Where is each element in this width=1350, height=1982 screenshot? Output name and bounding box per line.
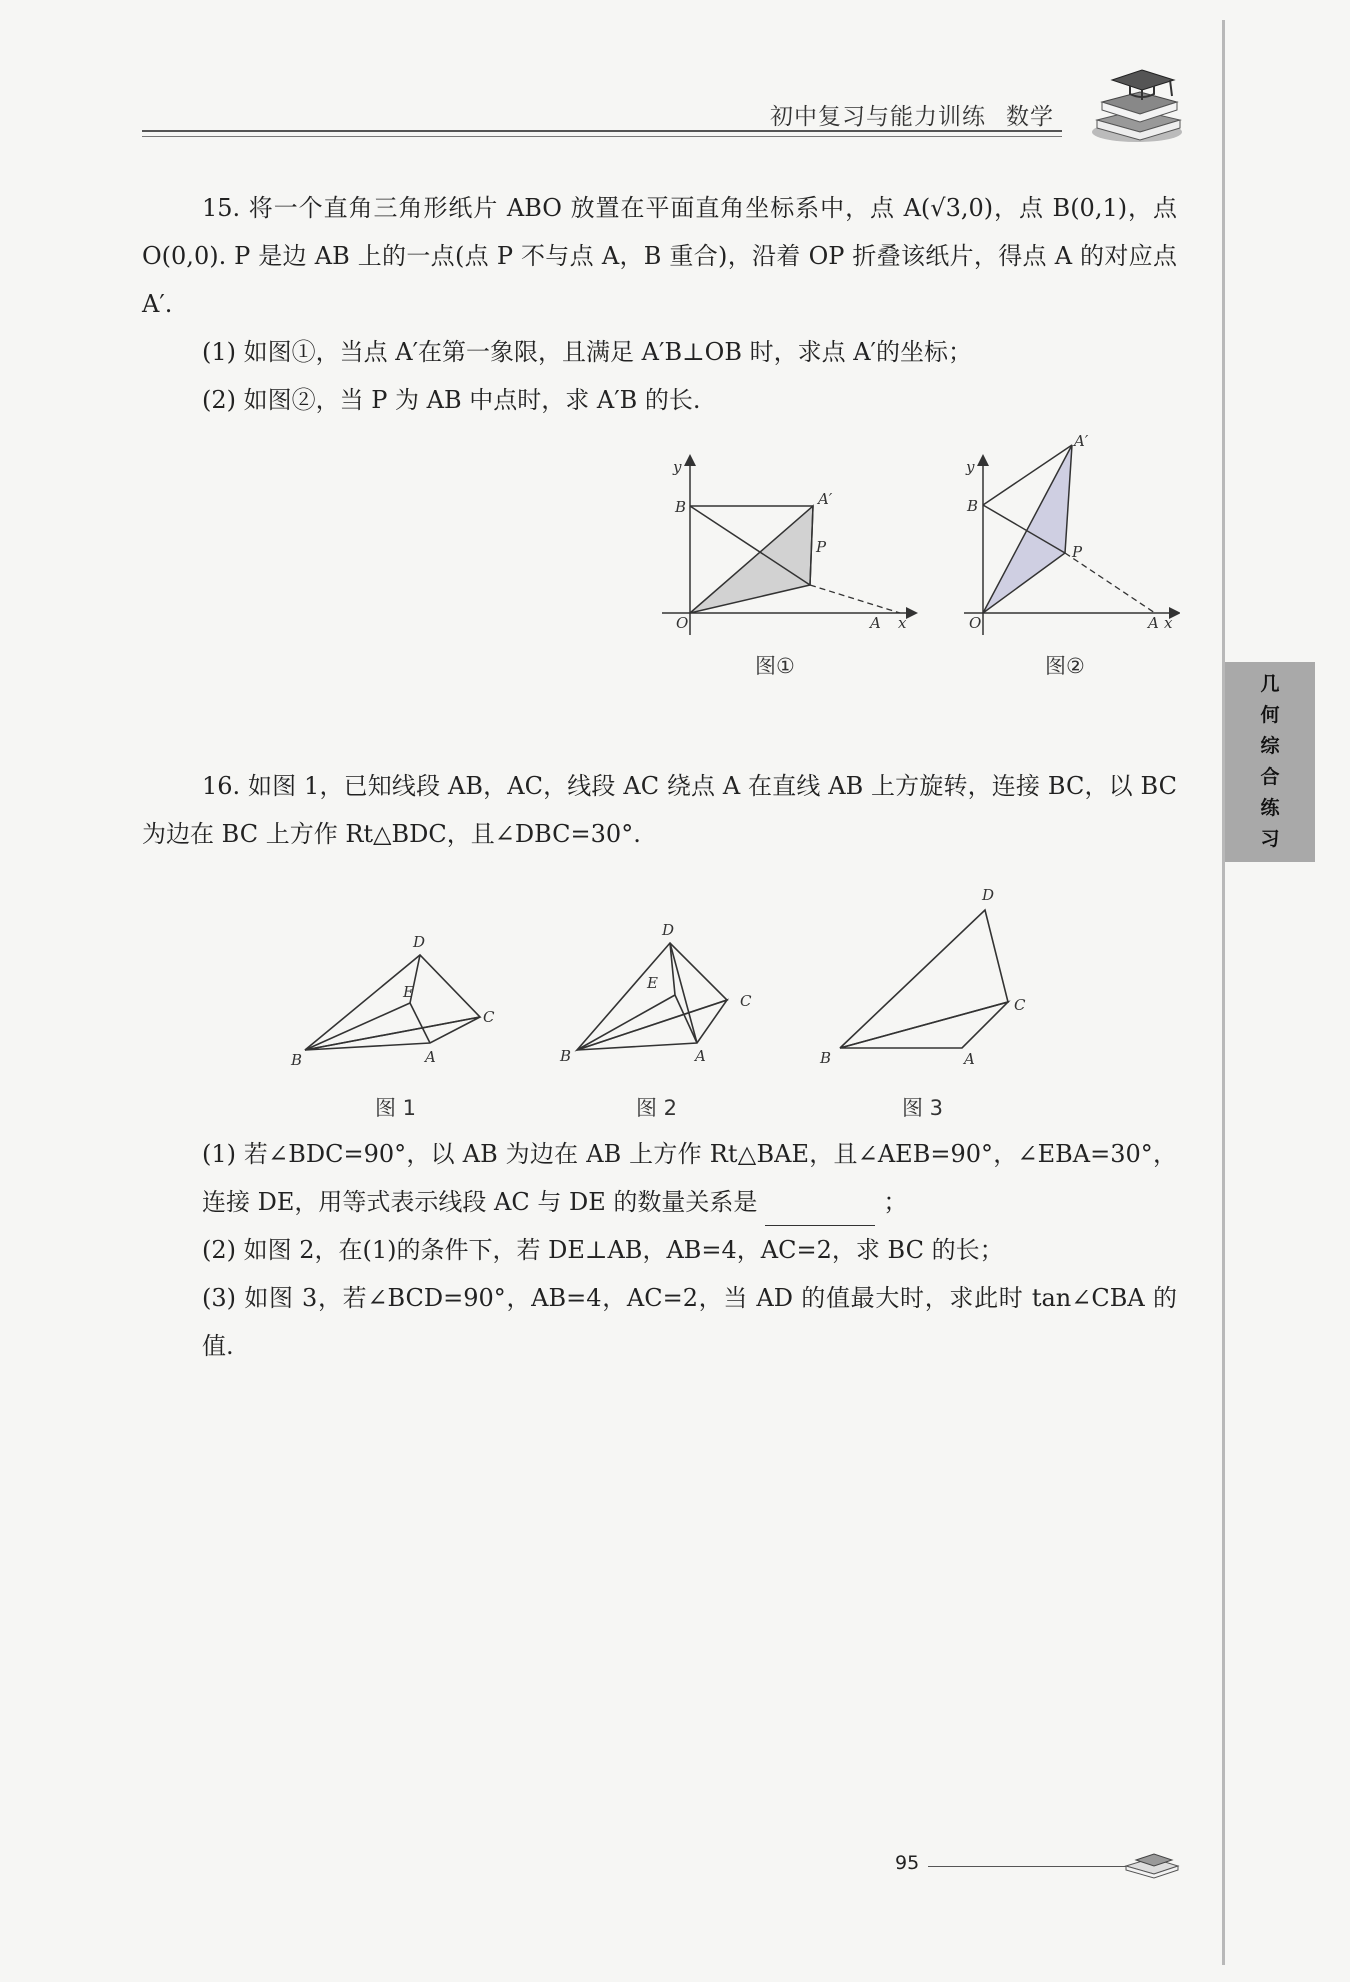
problem-15-part-2: (2) 如图②，当 P 为 AB 中点时，求 A′B 的长. xyxy=(202,386,701,414)
fig2-label-a: A xyxy=(1148,614,1159,632)
problem-16 xyxy=(142,762,1177,858)
tab-char: 习 xyxy=(1260,828,1280,850)
figure-16-1-caption: 图 1 xyxy=(375,1096,417,1120)
tab-char: 练 xyxy=(1260,797,1280,819)
problem-16-part-2: (2) 如图 2，在(1)的条件下，若 DE⊥AB，AB=4，AC=2，求 BC 的长； xyxy=(202,1236,1004,1264)
figure-16-2-caption: 图 2 xyxy=(636,1096,678,1120)
problem-16-part-1 xyxy=(142,1130,1177,1226)
fig1-label-b: B xyxy=(675,498,687,516)
fig16-1-label-d: D xyxy=(413,933,426,951)
fig1-label-x: x xyxy=(898,614,907,632)
book-title: 初中复习与能力训练 xyxy=(770,104,986,130)
fig16-3-label-c: C xyxy=(1014,996,1026,1014)
fig16-3-label-b: B xyxy=(820,1049,832,1067)
header xyxy=(770,98,1054,131)
problem-16-parts xyxy=(142,1130,1177,1370)
problem-16-text: 16. 如图 1，已知线段 AB，AC，线段 AC 绕点 A 在直线 AB 上方旋转，连接 BC，以 BC 为边在 BC 上方作 Rt△BDC，且∠DBC=30°. xyxy=(142,772,1177,848)
fig2-label-b: B xyxy=(967,497,979,515)
fig1-label-a: A xyxy=(870,614,881,632)
figure-15-1 xyxy=(650,450,920,640)
figure-16-1 xyxy=(285,925,510,1070)
tab-char: 合 xyxy=(1260,766,1280,788)
answer-blank[interactable] xyxy=(765,1199,875,1226)
problem-16-part-1-end: ； xyxy=(883,1188,908,1216)
problem-15-text: 15. 将一个直角三角形纸片 ABO 放置在平面直角坐标系中，点 A(√3,0)，点 B(0,1)，点 O(0,0). P 是边 AB 上的一点(点 P 不与点 A，B 重合)，沿着 OP 折叠该纸片，得点 A 的对应点 A′. xyxy=(142,194,1177,318)
fig2-label-p: P xyxy=(1072,543,1083,561)
subject-title: 数学 xyxy=(1006,104,1054,130)
problem-16-part-1-text: (1) 若∠BDC=90°，以 AB 为边在 AB 上方作 Rt△BAE，且∠AEB=90°，∠EBA=30°，连接 DE，用等式表示线段 AC 与 DE 的数量关系是 xyxy=(202,1140,1177,1216)
fig16-2-label-b: B xyxy=(560,1047,572,1065)
figure-15-1-caption: 图① xyxy=(755,654,795,678)
figure-15-2-caption: 图② xyxy=(1045,654,1085,678)
figure-16-3-caption: 图 3 xyxy=(902,1096,944,1120)
problem-15 xyxy=(142,184,1177,424)
section-tab xyxy=(1225,662,1315,862)
figure-16-3 xyxy=(810,880,1050,1070)
tab-char: 综 xyxy=(1260,735,1280,757)
fig1-label-p: P xyxy=(816,538,827,556)
tab-char: 何 xyxy=(1260,704,1280,726)
fig1-label-a-prime: A′ xyxy=(818,490,833,508)
header-rule xyxy=(142,130,1062,132)
figure-16-2 xyxy=(552,915,767,1070)
problem-15-part-1: (1) 如图①，当点 A′在第一象限，且满足 A′B⊥OB 时，求点 A′的坐标； xyxy=(202,338,973,366)
fig16-1-label-e: E xyxy=(403,983,414,1001)
header-rule-thin xyxy=(142,136,1062,137)
fig16-2-label-a: A xyxy=(695,1047,706,1065)
fig1-label-o: O xyxy=(676,614,689,632)
fig2-label-o: O xyxy=(969,614,982,632)
fig16-3-label-a: A xyxy=(964,1050,975,1068)
fig16-1-label-c: C xyxy=(483,1008,495,1026)
page-number: 95 xyxy=(895,1852,920,1874)
fig16-1-label-b: B xyxy=(291,1051,303,1069)
fig16-2-label-c: C xyxy=(740,992,752,1010)
figure-15-2 xyxy=(950,430,1180,640)
fig16-3-label-d: D xyxy=(982,886,995,904)
fig2-label-a-prime: A′ xyxy=(1074,432,1089,450)
fig2-label-y: y xyxy=(966,458,975,476)
fig16-2-label-e: E xyxy=(647,974,658,992)
fig2-label-x: x xyxy=(1164,614,1173,632)
problem-16-part-3: (3) 如图 3，若∠BCD=90°，AB=4，AC=2，当 AD 的值最大时，求此时 tan∠CBA 的值. xyxy=(202,1284,1177,1360)
footer-books-icon xyxy=(1122,1850,1182,1880)
page-edge xyxy=(1222,20,1225,1965)
footer-rule xyxy=(928,1866,1126,1867)
fig16-2-label-d: D xyxy=(662,921,675,939)
tab-char: 几 xyxy=(1260,673,1280,695)
books-logo-icon xyxy=(1082,62,1192,147)
fig1-label-y: y xyxy=(673,458,682,476)
fig16-1-label-a: A xyxy=(425,1048,436,1066)
